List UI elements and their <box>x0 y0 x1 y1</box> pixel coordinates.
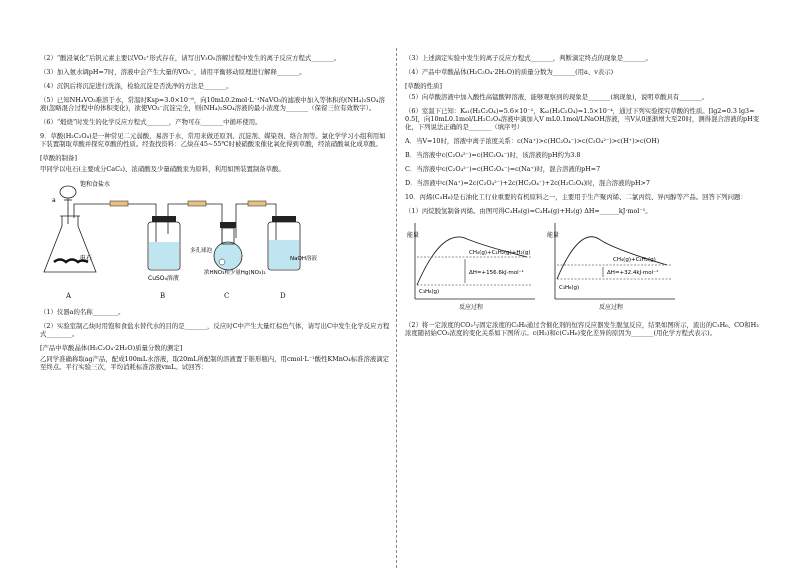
question-10-1: （1）丙烷脱氢制备丙烯。由图可得C₃H₈(g)=C₃H₆(g)+H₂(g) ΔH=______kJ·mol⁻¹。 <box>405 207 652 215</box>
rubber-joint-1 <box>110 201 128 206</box>
option-c: C．当溶液中c(C₂O₄²⁻)=c(HC₂O₄⁻)=c(Na⁺)时，混合溶液的pH=7 <box>405 165 601 173</box>
letter-c: C <box>224 292 230 300</box>
flask-c <box>214 222 242 270</box>
option-b: B．当溶液中c(C₂O₄²⁻)=c(HC₂O₄⁻)时，该溶液的pH约为3.8 <box>405 151 581 159</box>
e1-dh: ΔH=+156.6kJ·mol⁻¹ <box>469 270 524 276</box>
e1-ylabel: 能量 <box>407 232 420 239</box>
section-title-prep: [草酸的制备] <box>40 154 77 162</box>
e2-dh: ΔH=+32.4kJ·mol⁻¹ <box>607 270 659 276</box>
bottle-d-label: NaOH溶液 <box>290 256 317 262</box>
question-3: （3）加入氨水调pH=7时，溶液中会产生大量的VO₃⁻，请用平衡移动原理进行解释_______。 <box>40 68 306 76</box>
question-9: 9．草酸(H₂C₂O₄)是一种常见二元弱酸，易溶于水，常用来做还原剂、沉淀剂、媒染剂、络合剂等。氯化学学习小组利用如下装置制取草酸并探究草酸的性质。经查找资料：乙炔在45~55℃时被硝酸汞催化氧化得到草酸，经浓硝酸氧化成草酸。 <box>40 132 386 148</box>
rubber-joint-2 <box>188 201 206 206</box>
question-r4: （4）产品中草酸晶体(H₂C₂O₄·2H₂O)的质量分数为_______(用a、v表示) <box>405 68 614 76</box>
letter-b: B <box>160 292 166 300</box>
column-divider <box>396 48 397 568</box>
question-5: （5）已知NH₄VO₃难溶于水，常温时Ksp≈3.0×10⁻⁸，向10mL0.2mol·L⁻¹NaVO₃的滤液中加入等体积的(NH₄)₂SO₄溶液(忽略混合过程中的体积变化)，欲使VO₃⁻沉淀完全，则(NH₄)₂SO₄溶液的最小浓度为_______（保留三位有效数字）。 <box>40 96 385 112</box>
bottle-b-label: CuSO₄溶液 <box>148 275 179 282</box>
question-4: （4）沉钒后将沉淀进行洗涤，检验沉淀是否洗净的方法是_______。 <box>40 82 233 90</box>
question-10: 10．丙烯(C₃H₆)是石油化工行业重要的有机原料之一，主要用于生产聚丙烯、二氯丙烷、异丙醇等产品。回答下列问题： <box>405 193 747 201</box>
funnel-label: 饱和食盐水 <box>80 181 111 188</box>
energy-diagram-2 <box>547 219 682 315</box>
letter-d: D <box>280 292 286 300</box>
flask-c-label: 浓HNO₃和少量Hg(NO₃)₂ <box>204 270 266 276</box>
energy-diagram-1 <box>407 219 542 315</box>
apparatus-svg <box>40 176 390 288</box>
e2-xlabel: 反应过程 <box>599 304 624 311</box>
option-a: A．当V=10时，溶液中离子浓度关系：c(Na⁺)>c(HC₂O₄⁻)>c(C₂O₄²⁻)>c(H⁺)>c(OH) <box>405 137 660 145</box>
e2-ylabel: 能量 <box>547 232 560 239</box>
question-6: （6）“煅烧”时发生的化学反应方程式_______，产物可在_______中循环使用。 <box>40 118 262 126</box>
letter-a: A <box>66 292 72 300</box>
e1-upper: CH₄(g)+C₂H₂(g)+H₂(g) <box>469 250 531 256</box>
e1-xlabel: 反应过程 <box>459 304 484 311</box>
energy-diagrams <box>405 219 760 315</box>
section-title-props: [草酸的性质] <box>405 82 442 90</box>
question-r5: （5）向草酸溶液中加入酸性高锰酸钾溶液，能够观察到的现象是_______(填现象)，说明草酸具有_______。 <box>405 93 709 101</box>
option-d: D．当溶液中c(Na⁺)=2c(C₂O₄²⁻)+2c(HC₂O₄⁻)+2c(H₂C₂O₄)时，混合溶液的pH>7 <box>405 179 650 187</box>
e1-curve <box>417 237 527 285</box>
apparatus-diagram <box>40 176 390 288</box>
sub-question-1: （1）仪器a的名称________。 <box>40 308 125 316</box>
left-column <box>40 54 390 377</box>
rubber-joint-3 <box>248 201 266 206</box>
connecting-tubes <box>74 204 276 248</box>
bubbler-label: 多孔球泡 <box>190 248 213 254</box>
measure-desc: 乙同学准确称取ag产品，配成100mL水溶液，取20mL所配制的溶液置于锥形瓶内，用cmol·L⁻¹酸性KMnO₄标准溶液滴定至终点。平行实验三次，平均消耗标准溶液vmL。试回答： <box>40 355 390 371</box>
question-2: （2）“酸浸氧化”后钒元素主要以VO₂⁺形式存在，请写出V₂O₅溶解过程中发生的离子反应方程式_______。 <box>40 54 341 62</box>
e2-upper: CH₄(g)+C₂H₂(g) <box>613 257 656 263</box>
e1-lower: C₃H₈(g) <box>419 289 440 295</box>
flask-a <box>44 216 96 272</box>
question-r6: （6）室温下已知：Kₐ₁(H₂C₂O₄)=5.6×10⁻²，Kₐ₂(H₂C₂O₄)=1.5×10⁻⁴，通过下列实验探究草酸的性质。[lg2=0.3 lg3=0.5]，向10mL0.1mol/LH₂C₂O₄溶液中滴加入V mL0.1mol/LNaOH溶液，当V从0逐渐增大至20时，测得混合溶液的pH变化，下列说法正确的是_______（填序号） <box>405 107 760 131</box>
stone-label: 电石 <box>80 255 93 262</box>
right-column <box>405 54 760 343</box>
prep-desc: 甲同学以电石(主要成分CaC₂)、浓硝酸及少量硝酸汞为原料，利用如图装置制备草酸。 <box>40 165 285 173</box>
apparatus-letters <box>40 292 390 302</box>
bottle-b <box>148 216 180 270</box>
funnel-letter: a <box>52 197 56 204</box>
sub-question-2: （2）实验室制乙炔时用饱和食盐水替代水的目的是_______，反应时C中产生大量红棕色气体，请写出C中发生化学反应方程式________。 <box>40 322 390 338</box>
question-r3: （3）上述滴定实验中发生的离子反应方程式_______，判断滴定终点的现象是_______。 <box>405 54 652 62</box>
e2-lower: C₃H₆(g) <box>559 285 580 291</box>
question-10-2: （2）将一定浓度的CO₂与固定浓度的C₃H₈通过含催化剂的恒容反应器发生脱氢反应，结果如图所示，流出的C₃H₆、CO和H₂浓度随初始CO₂浓度的变化关系如下图所示。c(H₂)和c(C₃H₆)变化差异的原因为_______(用化学方程式表示)。 <box>405 321 759 337</box>
section-title-measure: [产品中草酸晶体(H₂C₂O₄·2H₂O)质量分数的测定] <box>40 344 183 352</box>
